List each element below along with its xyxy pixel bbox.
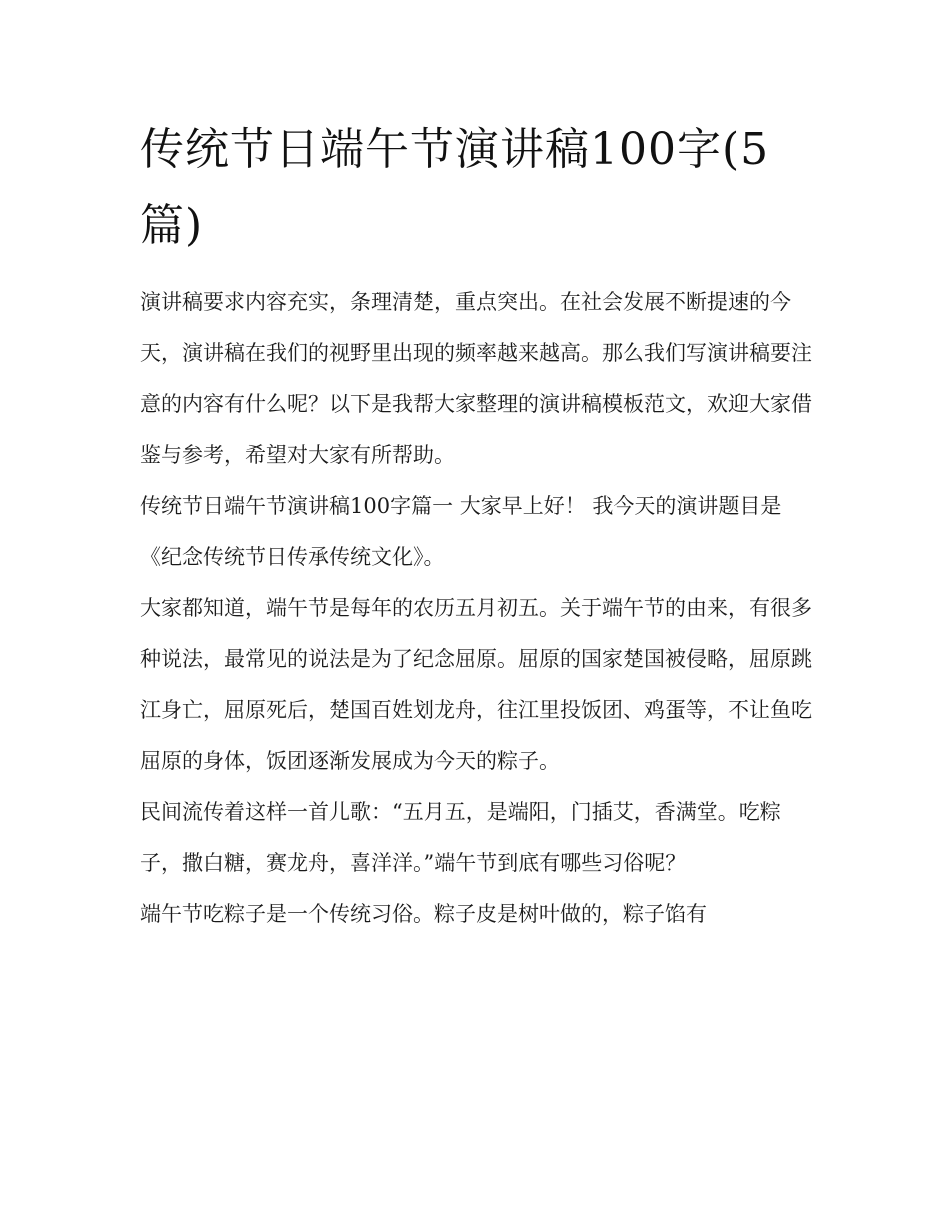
- paragraph-intro: 演讲稿要求内容充实，条理清楚，重点突出。在社会发展不断提速的今天，演讲稿在我们的视野里出现的频率越来越高。那么我们写演讲稿要注意的内容有什么呢？以下是我帮大家整理的演讲稿模板范文，欢迎大家借鉴与参考，希望对大家有所帮助。: [140, 290, 812, 467]
- paragraph-origin: 大家都知道，端午节是每年的农历五月初五。关于端午节的由来，有很多种说法，最常见的说法是为了纪念屈原。屈原的国家楚国被侵略，屈原跳江身亡，屈原死后，楚国百姓划龙舟，往江里投饭团、鸡蛋等，不让鱼吃屈原的身体，饭团逐渐发展成为今天的粽子。: [140, 596, 812, 773]
- document-body: [140, 277, 820, 940]
- paragraph-folk-song: 民间流传着这样一首儿歌：“五月五，是端阳，门插艾，香满堂。吃粽子，撒白糖，赛龙舟，喜洋洋。”端午节到底有哪些习俗呢？: [140, 800, 781, 875]
- paragraph-greeting: 传统节日端午节演讲稿100字篇一 大家早上好！ 我今天的演讲题目是《纪念传统节日传承传统文化》。: [140, 494, 782, 569]
- document-title: 传统节日端午节演讲稿100字(5篇): [140, 124, 770, 251]
- paragraph-zongzi: 端午节吃粽子是一个传统习俗。粽子皮是树叶做的，粽子馅有: [140, 902, 707, 926]
